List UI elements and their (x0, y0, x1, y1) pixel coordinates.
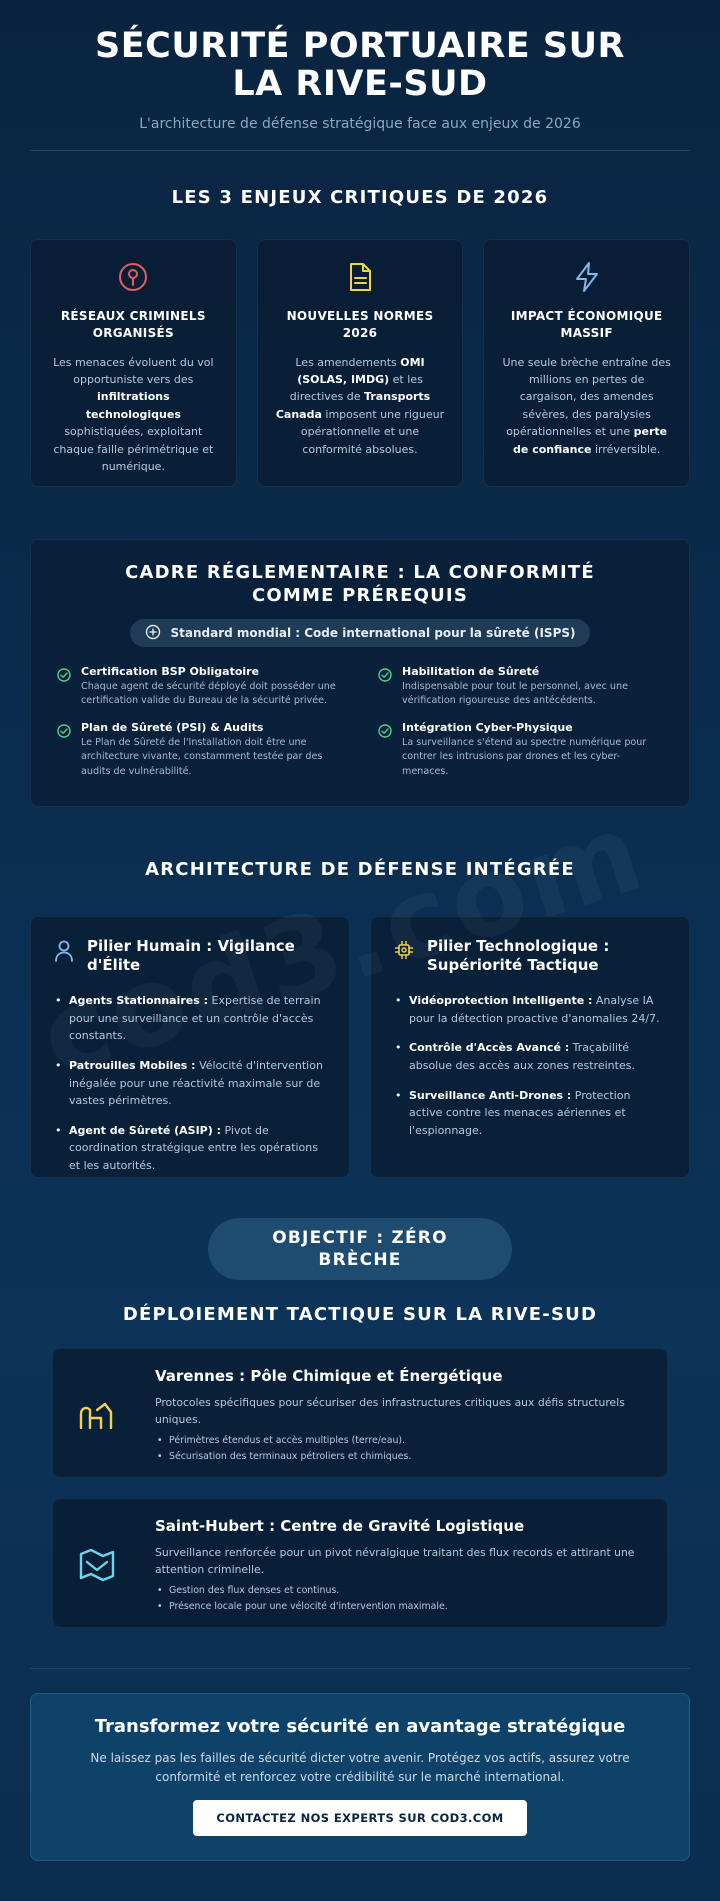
list-item: • Vidéoprotection Intelligente : Analyse IA pour la détection proactive d'anomalies 24/7. (393, 992, 667, 1027)
pillars-grid (30, 916, 690, 1178)
regulatory-item (378, 721, 663, 779)
cta-title: Transformez votre sécurité en avantage stratégique (94, 1716, 626, 1738)
page-title: SÉCURITÉ PORTUAIRE SUR LA RIVE-SUD (95, 26, 625, 104)
pillar-human (30, 916, 350, 1178)
stake-title: RÉSEAUX CRIMINELS ORGANISÉS (60, 309, 206, 340)
stake-text: Les menaces évoluent du vol opportuniste vers des infiltrations technologiques sophistiquées, exploitant chaque faille périmétrique et numérique. (53, 355, 214, 473)
regulatory-item-text: Le Plan de Sûreté de l'Installation doit être une architecture vivante, constamment testée par des audits de vulnérabilité. (81, 736, 323, 777)
regulatory-item-text: Indispensable pour tout le personnel, avec une vérification rigoureuse des antécédents. (402, 681, 628, 707)
cta-card (30, 1693, 690, 1861)
pillar-list (53, 992, 327, 1174)
location-card-saint-hubert (52, 1498, 668, 1628)
check-circle-icon (57, 667, 71, 709)
divider (30, 150, 690, 151)
stakes-title: LES 3 ENJEUX CRITIQUES DE 2026 (171, 186, 549, 208)
regulatory-item (378, 665, 663, 709)
location-bullets (155, 1433, 647, 1466)
pillar-title: Pilier Humain : Vigilance d'Élite (87, 936, 295, 975)
check-circle-icon (378, 723, 392, 779)
regulatory-item-title: Plan de Sûreté (PSI) & Audits (81, 720, 264, 734)
location-title: Saint-Hubert : Centre de Gravité Logistique (155, 1517, 525, 1536)
stake-title: NOUVELLES NORMES 2026 (286, 309, 434, 340)
objective-badge: OBJECTIF : ZÉRO BRÈCHE (208, 1218, 512, 1280)
list-item: • Périmètres étendus et accès multiples (terre/eau). (155, 1433, 647, 1449)
stake-text: Une seule brèche entraîne des millions en pertes de cargaison, des amendes sévères, des paralysies opérationnelles et une perte de confiance irréversible. (502, 355, 671, 456)
regulatory-item-title: Certification BSP Obligatoire (81, 665, 260, 679)
list-item: • Patrouilles Mobiles : Vélocité d'intervention inégalée pour une réactivité maximale sur de vastes périmètres. (53, 1057, 327, 1110)
location-text: Protocoles spécifiques pour sécuriser des infrastructures critiques aux défis structurels uniques. (155, 1396, 625, 1426)
location-text: Surveillance renforcée pour un pivot névralgique traitant des flux records et attirant une attention criminelle. (155, 1546, 635, 1576)
stakes-grid (30, 239, 690, 487)
regulatory-item-title: Habilitation de Sûreté (402, 665, 540, 679)
stake-card-economic (483, 239, 690, 487)
divider (30, 1668, 690, 1669)
target-icon (49, 260, 218, 294)
person-icon (53, 939, 75, 967)
regulatory-item (57, 721, 342, 779)
deployment-title: DÉPLOIEMENT TACTIQUE SUR LA RIVE-SUD (122, 1303, 598, 1325)
industry-icon (73, 1367, 121, 1461)
stake-card-norms (257, 239, 464, 487)
location-bullets (155, 1583, 647, 1616)
list-item: • Surveillance Anti-Drones : Protection active contre les menaces aériennes et l'espionnage. (393, 1087, 667, 1140)
check-circle-icon (57, 723, 71, 779)
defense-title: ARCHITECTURE DE DÉFENSE INTÉGRÉE (145, 859, 575, 881)
list-item: • Sécurisation des terminaux pétroliers et chimiques. (155, 1449, 647, 1465)
regulatory-grid (57, 665, 663, 779)
map-icon (73, 1517, 121, 1611)
list-item: • Présence locale pour une vélocité d'intervention maximale. (155, 1599, 647, 1615)
check-circle-icon (378, 667, 392, 709)
chip-icon (393, 939, 415, 965)
regulatory-card (30, 539, 690, 807)
isps-standard-badge (130, 619, 590, 647)
lightning-icon (502, 260, 671, 294)
stake-text: Les amendements OMI (SOLAS, IMDG) et les directives de Transports Canada imposent une rigueur opérationnelle et une conformité absolues. (275, 355, 445, 456)
document-icon (276, 260, 445, 294)
list-item: • Gestion des flux denses et continus. (155, 1583, 647, 1599)
stake-title: IMPACT ÉCONOMIQUE MASSIF (510, 309, 663, 340)
pillar-title: Pilier Technologique : Supériorité Tactique (427, 936, 610, 975)
location-card-varennes (52, 1348, 668, 1478)
regulatory-title: CADRE RÉGLEMENTAIRE : LA CONFORMITÉ COMME PRÉREQUIS (125, 562, 595, 606)
regulatory-item-text: Chaque agent de sécurité déployé doit posséder une certification valide du Bureau de la sécurité privée. (81, 681, 336, 707)
pillar-list (393, 992, 667, 1139)
list-item: • Agents Stationnaires : Expertise de terrain pour une surveillance et un contrôle d'accès constants. (53, 992, 327, 1045)
list-item: • Contrôle d'Accès Avancé : Traçabilité absolue des accès aux zones restreintes. (393, 1039, 667, 1074)
regulatory-item-text: La surveillance s'étend au spectre numérique pour contrer les intrusions par drones et les cyber-menaces. (402, 736, 647, 777)
location-title: Varennes : Pôle Chimique et Énergétique (155, 1367, 503, 1386)
contact-experts-button[interactable]: CONTACTEZ NOS EXPERTS SUR COD3.COM (193, 1800, 527, 1836)
regulatory-item-title: Intégration Cyber-Physique (402, 720, 573, 734)
list-item: • Agent de Sûreté (ASIP) : Pivot de coordination stratégique entre les opérations et les autorités. (53, 1122, 327, 1175)
header (30, 0, 690, 132)
cta-text: Ne laissez pas les failles de sécurité dicter votre avenir. Protégez vos actifs, assurez votre conformité et renforcez votre crédibilité sur le marché international. (90, 1751, 630, 1784)
pillar-tech (370, 916, 690, 1178)
globe-icon (145, 624, 161, 643)
isps-standard-text: Standard mondial : Code international pour la sûreté (ISPS) (170, 626, 576, 641)
regulatory-item (57, 665, 342, 709)
page-subtitle: L'architecture de défense stratégique face aux enjeux de 2026 (139, 115, 581, 132)
stake-card-criminal (30, 239, 237, 487)
